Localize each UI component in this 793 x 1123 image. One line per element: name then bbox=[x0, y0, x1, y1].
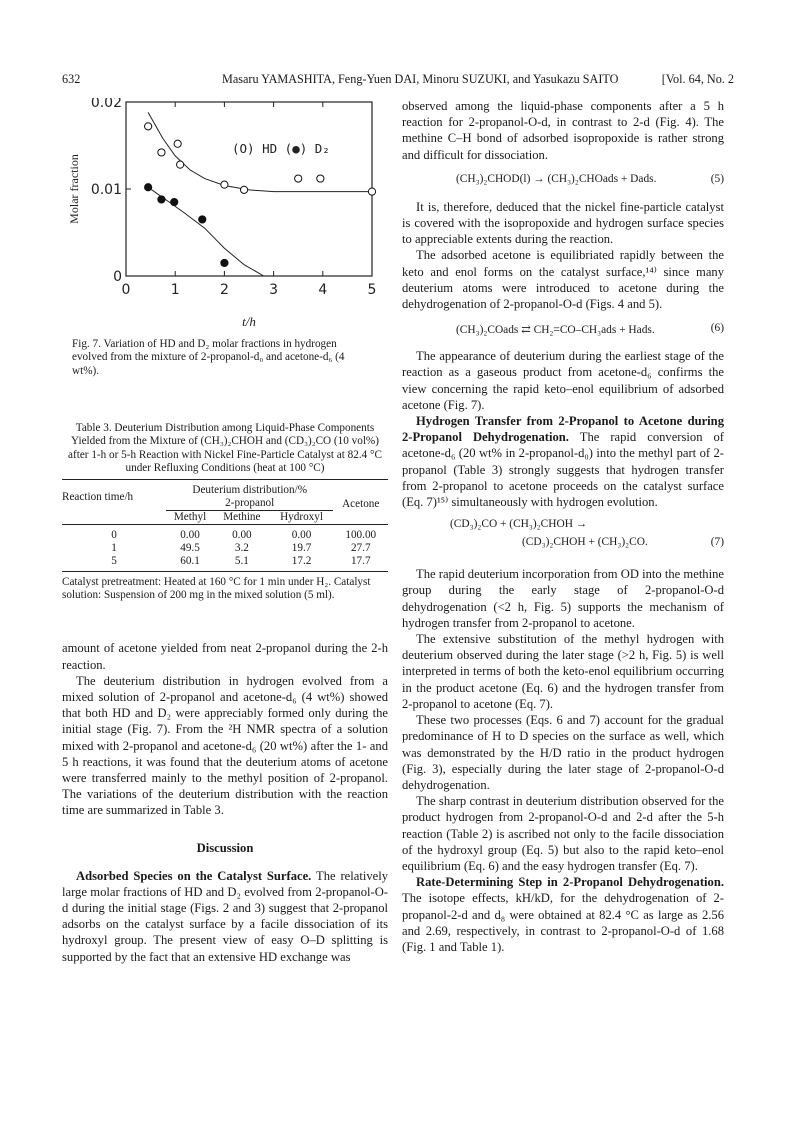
chart-legend: (O) HD (●) D₂ bbox=[232, 141, 330, 156]
table-3-head-dist: Deuterium distribution/% bbox=[192, 484, 308, 497]
discussion-heading: Discussion bbox=[196, 840, 254, 855]
hd-point bbox=[174, 140, 181, 147]
equation-5 bbox=[402, 171, 724, 191]
table-3-footnote: Catalyst pretreatment: Heated at 160 °C for 1 min under H₂. Catalyst solution: Suspension of 200 mg in the mixed solution (5 ml). bbox=[62, 576, 371, 602]
right-paragraph-10: Rate-Determining Step in 2-Propanol Dehydrogenation. The isotope effects, kH/kD, for the dehydrogenation of 2-propanol-2-d and d₈ were obtained at 82.4 °C as large as 2.56 and 2.69, respectively, in contrast to 2-propanol-O-d of 1.68 (Fig. 1 and Table 1). bbox=[402, 875, 724, 954]
equation-7-line-1: (CD₃)₂CO + (CH₃)₂CHOH → bbox=[450, 518, 588, 531]
x-tick-label: 3 bbox=[269, 282, 279, 298]
hd-point bbox=[295, 175, 302, 182]
equation-5-body: (CH₃)₂CHOD(l) → (CH₃)₂CHOads + Dads. bbox=[456, 172, 657, 185]
right-paragraph-2: It is, therefore, deduced that the nickel fine-particle catalyst is covered with the isopropoxide and hydrogen surface species to appreciable extents during the reaction. bbox=[402, 199, 724, 247]
table-3-sub-hydroxyl: Hydroxyl bbox=[280, 511, 323, 524]
left-paragraph-2: The deuterium distribution in hydrogen evolved from a mixed solution of 2-propanol and acetone-d₆ (4 wt%) showed that both HD and D₂ were appreciably formed only during the initial stage (Fig. 7). From the ²H NMR spectra of a solution mixed with 2-propanol and acetone-d₆ (20 wt%) after the 1- and 5 h reactions, it was found that the deuterium atoms of acetone were transferred mainly to the methyl position of 2-propanol. The variations of the deuterium distribution with the reaction time are summarized in Table 3. bbox=[62, 673, 388, 818]
d2-point bbox=[199, 216, 206, 223]
table-row: 0 0.00 0.00 0.00 100.00 bbox=[111, 529, 377, 542]
table-3-sub-methyl: Methyl bbox=[173, 511, 207, 524]
running-header bbox=[62, 72, 734, 88]
hd-point bbox=[145, 123, 152, 130]
y-tick-label: 0.02 bbox=[90, 98, 122, 111]
hd-point bbox=[177, 161, 184, 168]
x-tick-label: 4 bbox=[318, 282, 328, 298]
table-3-head-reaction: Reaction time/h bbox=[62, 490, 134, 503]
table-row: 5 60.1 5.1 17.2 17.7 bbox=[62, 555, 388, 572]
header-authors: Masaru YAMASHITA, Feng-Yuen DAI, Minoru SUZUKI, and Yasukazu SAITO bbox=[222, 72, 619, 86]
y-tick-label: 0 bbox=[113, 269, 122, 285]
d2-point bbox=[171, 198, 178, 205]
table-3-head-propanol: 2-propanol bbox=[166, 497, 334, 511]
equation-7 bbox=[402, 518, 724, 558]
x-tick-label: 0 bbox=[121, 282, 131, 298]
equation-7-number: (7) bbox=[710, 536, 724, 549]
hd-point bbox=[158, 149, 165, 156]
x-tick-label: 2 bbox=[219, 282, 229, 298]
x-tick-label: 1 bbox=[170, 282, 180, 298]
left-column bbox=[62, 98, 388, 965]
equation-6-number: (6) bbox=[710, 322, 724, 335]
figure-7-chart bbox=[62, 98, 388, 338]
hd-point bbox=[240, 186, 247, 193]
figure-7-caption-text: Variation of HD and D₂ molar fractions in hydrogen evolved from the mixture of 2-propanol-d₀ and acetone-d₆ (4 wt%). bbox=[72, 338, 345, 377]
right-paragraph-3: The adsorbed acetone is equilibriated rapidly between the keto and enol forms on the catalyst surface,¹⁴⁾ since many deuterium atoms were introduced to acetone during the dehydrogenation of 2-propanol-O-d (Figs. 4 and 5). bbox=[402, 248, 724, 312]
hd-point bbox=[221, 181, 228, 188]
table-3-sub-methine: Methine bbox=[223, 511, 261, 524]
table-3 bbox=[62, 479, 388, 572]
y-axis-label: Molar fraction bbox=[67, 154, 81, 224]
right-paragraph-7: The extensive substitution of the methyl hydrogen with deuterium observed during the later stage (>2 h, Fig. 5) is well interpreted in terms of both the keto-enol equilibrium occurring in the product acetone (Eq. 6) and the hydrogen transfer from 2-propanol to acetone (Eq. 7). bbox=[402, 632, 724, 711]
hd-point bbox=[368, 188, 375, 195]
plot-frame bbox=[126, 102, 372, 276]
adsorbed-species-heading: Adsorbed Species on the Catalyst Surface. bbox=[76, 868, 312, 883]
page-number: 632 bbox=[62, 72, 81, 86]
d2-point bbox=[158, 196, 165, 203]
equation-6-body: (CH₃)₂COads ⇄ CH₂=CO–CH₃ads + Hads. bbox=[456, 324, 655, 337]
d2-point bbox=[221, 259, 228, 266]
equation-5-number: (5) bbox=[710, 172, 724, 185]
right-paragraph-9: The sharp contrast in deuterium distribution observed for the product hydrogen from 2-propanol-O-d and 2-d after the 5-h reaction (Table 2) is ascribed not only to the facile dissociation of the hydroxyl group (Eq. 5) but also to the rapid keto–enol equilibrium (Eq. 6) and the easy hydrogen transfer (Eq. 7). bbox=[402, 794, 724, 873]
rate-determining-heading: Rate-Determining Step in 2-Propanol Dehydrogenation. bbox=[416, 875, 724, 890]
equation-6 bbox=[402, 320, 724, 340]
header-volume: [Vol. 64, No. 2 bbox=[661, 72, 734, 86]
right-paragraph-8: These two processes (Eqs. 6 and 7) account for the gradual predominance of H to D species on the surface as well, which was demonstrated by the H/D ratio in the product hydrogen (Fig. 3), especially during the later stage of 2-propanol-O-d dehydrogenation. bbox=[402, 713, 724, 792]
right-paragraph-1: observed among the liquid-phase components after a 5 h reaction for 2-propanol-O-d, in contrast to 2-d (Fig. 4). The methine C–H bond of adsorbed isopropoxide is rather strong and difficult for dissociation. bbox=[402, 99, 724, 162]
y-tick-label: 0.01 bbox=[90, 182, 122, 198]
figure-7-caption-label: Fig. 7. bbox=[72, 338, 101, 350]
table-row: 1 49.5 3.2 19.7 27.7 bbox=[111, 542, 371, 555]
x-tick-label: 5 bbox=[367, 282, 377, 298]
right-paragraph-4: The appearance of deuterium during the earliest stage of the reaction as a gaseous product from acetone-d₆ confirms the view concerning the rapid keto–enol equilibrium of adsorbed acetone (Fig. 7). bbox=[402, 349, 724, 412]
right-paragraph-6: The rapid deuterium incorporation from OD into the methine group during the early stage of 2-propanol-O-d dehydrogenation (<2 h, Fig. 5) supports the mechanism of hydrogen transfer from 2-propanol to acetone. bbox=[402, 567, 724, 630]
equation-7-line-2: (CD₃)₂CHOH + (CH₃)₂CO. bbox=[522, 536, 648, 549]
table-3-head-acetone: Acetone bbox=[342, 497, 380, 510]
figure-7-caption bbox=[72, 338, 372, 378]
x-axis-label: t/h bbox=[242, 314, 256, 329]
right-column bbox=[402, 98, 724, 955]
left-paragraph-1: amount of acetone yielded from neat 2-propanol during the 2-h reaction. bbox=[62, 641, 388, 672]
d2-fit-curve bbox=[148, 187, 264, 276]
right-paragraph-5: Hydrogen Transfer from 2-Propanol to Acetone during 2-Propanol Dehydrogenation. The rapid conversion of acetone-d₆ (20 wt% in 2-propanol-d₀) into the methyl part of 2-propanol (Table 3) strongly suggests that hydrogen transfer from 2-propanol to acetone proceeds on the catalyst surface (Eq. 7)¹⁵⁾ simultaneously with hydrogen evolution. bbox=[402, 414, 725, 510]
left-paragraph-3: Adsorbed Species on the Catalyst Surface. The relatively large molar fractions of HD and D₂ evolved from 2-propanol-O-d during the initial stage (Figs. 2 and 3) suggest that 2-propanol adsorbs on the catalyst surface by a facile dissociation of its hydroxyl group. The present view of easy O–D splitting is supported by the fact that an extensive HD exchange was bbox=[62, 868, 389, 964]
hydrogen-transfer-heading: Hydrogen Transfer from 2-Propanol to Acetone during 2-Propanol Dehydrogenation. bbox=[402, 414, 724, 445]
hd-point bbox=[317, 175, 324, 182]
d2-point bbox=[145, 184, 152, 191]
table-3-caption: Table 3. Deuterium Distribution among Liquid-Phase Components Yielded from the Mixture of (CH₃)₂CHOH and (CD₃)₂CO (10 vol%) after 1-h or 5-h Reaction with Nickel Fine-Particle Catalyst at 82.4 °C under Refluxing Conditions (heat at 100 °C) bbox=[68, 422, 382, 474]
